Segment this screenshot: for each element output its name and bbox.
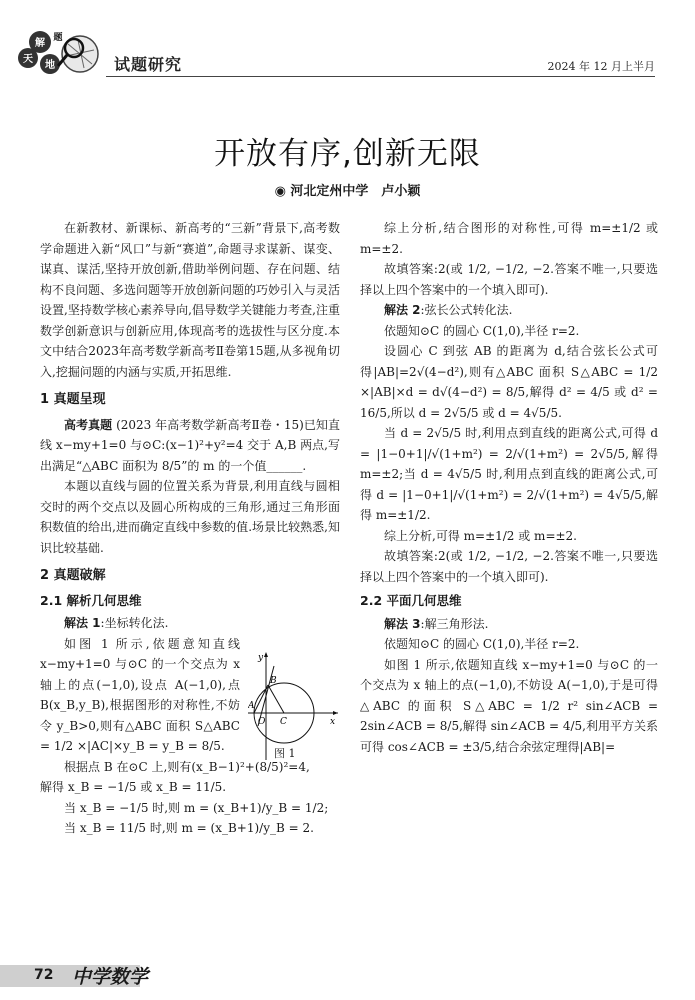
- method2-title: [360, 300, 658, 321]
- answer-1: 故填答案:2(或 1/2, −1/2, −2.答案不唯一,只要选择以上四个答案中的一个填入即可).: [360, 262, 658, 297]
- method1-line5: 当 x_B = 11/5 时,则 m = (x_B+1)/y_B = 2.: [64, 821, 314, 835]
- figure-caption: 图 1: [274, 747, 296, 760]
- method2-name: :弦长公式转化法.: [420, 303, 513, 317]
- problem-text: 已知直线 x−my+1=0 与⊙C:(x−1)²+y²=4 交于 A,B 两点,写出满足“△ABC 面积为 8/5”的 m 的一个值______.: [40, 417, 340, 473]
- svg-text:题: 题: [53, 33, 63, 43]
- method2-line3: 当 d = 2√5/5 时,利用点到直线的距离公式,可得 d = |1−0+1|/√(1+m²) = 2/√(1+m²) = 2√5/5,解得 m=±2;当 d = 4√5/5 时,利用点到直线的距离公式,可得 d = |1−0+1|/√(1+m²) = 2/√(1+m²) = 4√5/5,解得 m=±1/2.: [360, 426, 658, 522]
- fig-label-o: O: [258, 717, 266, 727]
- fig-label-c: C: [280, 717, 287, 727]
- fig-label-b: B: [270, 676, 277, 686]
- fig-label-x: x: [330, 717, 336, 727]
- method2-line1: 依题知⊙C 的圆心 C(1,0),半径 r=2.: [384, 323, 580, 338]
- magazine-name: 中学数学: [72, 966, 149, 988]
- svg-text:天: 天: [23, 54, 33, 65]
- section-title: 试题研究: [114, 55, 183, 74]
- svg-text:地: 地: [45, 60, 55, 71]
- method1-line3: 解得 x_B = −1/5 或 x_B = 11/5.: [40, 780, 227, 794]
- conclusion-1: 综上分析,结合图形的对称性,可得 m=±1/2 或 m=±2.: [360, 221, 658, 256]
- intro-paragraph: 在新教材、新课标、新高考的“三新”背景下,高考数学命题进入新“风口”与新“赛道”,命题寻求谋新、谋变、谋真、谋活,坚持开放创新,借助举例问题、存在问题、结构不良问题、多选问题等开放创新问题的巧妙引入与灵活设置,坚持数学核心素养导向,倡导数学关键能力考查,注重数学创新意识与创新应用,体现高考的选拔性与区分度.本文中结合2023年高考数学新高考Ⅱ卷第15题,从多视角切入,挖掘问题的内涵与实质,开拓思维.: [40, 221, 341, 379]
- method2-line2: 设圆心 C 到弦 AB 的距离为 d,结合弦长公式可得|AB|=2√(4−d²),则有△ABC 面积 S△ABC = 1/2 ×|AB|×d = d√(4−d²) = 8/5,解得 d² = 4/5 或 d² = 16/5,所以 d = 2√5/5 或 d = 4√5/5.: [360, 344, 658, 420]
- method3-label: 解法 3: [384, 616, 421, 631]
- svg-text:解: 解: [35, 38, 45, 49]
- heading-geometry: 2.2 平面几何思维: [360, 593, 462, 608]
- conclusion-2: 综上分析,可得 m=±1/2 或 m=±2.: [384, 528, 577, 543]
- page-number: 72: [34, 967, 54, 983]
- column-logo: [18, 24, 106, 82]
- method3-line2: 如图 1 所示,依题知直线 x−my+1=0 与⊙C 的一个交点为 x 轴上的点(−1,0),不妨设 A(−1,0),于是可得△ABC 的面积 S△ABC = 1/2 r² sin∠ACB = 2sin∠ACB = 8/5,解得 sin∠ACB = 4/5,利用平方关系可得 cos∠ACB = ±3/5,结合余弦定理得|AB|=: [360, 657, 658, 754]
- method3-line1: 依题知⊙C 的圆心 C(1,0),半径 r=2.: [384, 637, 580, 651]
- method3-title: [360, 614, 658, 635]
- author-line: ◉ 河北定州中学 卢小颖: [274, 184, 421, 199]
- analysis-paragraph: 本题以直线与圆的位置关系为背景,利用直线与圆相交时的两个交点以及圆心所构成的三角形,通过三角形面积数值的给出,进而确定直线中参数的值.场景比较熟悉,知识比较基础.: [40, 479, 340, 555]
- right-column: [360, 218, 658, 757]
- heading-analytic: 2.1 解析几何思维: [40, 592, 142, 608]
- method1-line2: 根据点 B 在⊙C 上,则有(x_B−1)²+(8/5)²=4,: [64, 759, 310, 774]
- problem-source: (2023 年高考数学新高考Ⅱ卷・15): [116, 417, 304, 432]
- method1-name: :坐标转化法.: [100, 616, 169, 630]
- method3-name: :解三角形法.: [420, 616, 489, 631]
- method1-text: 如图 1 所示,依题意知直线 x−my+1=0 与⊙C 的一个交点为 x 轴上的点(−1,0),设点 A(−1,0),点 B(x_B,y_B),根据图形的对称性,不妨令 y_B>0,则有△ABC 面积 S△ABC = 1/2 ×|AC|×y_B = y_B = 8/5.: [40, 636, 240, 753]
- page-header: [0, 0, 695, 82]
- problem-label: 高考真题: [64, 417, 113, 432]
- method1-title: [40, 613, 340, 634]
- method1-line4: 当 x_B = −1/5 时,则 m = (x_B+1)/y_B = 1/2;: [64, 800, 329, 815]
- header-rule: [106, 76, 655, 77]
- fig-label-a: A: [248, 701, 255, 711]
- article-title: 开放有序,创新无限: [214, 136, 481, 172]
- heading-problem: 1 真题呈现: [40, 392, 106, 407]
- method1-label: 解法 1: [64, 616, 101, 630]
- fig-label-y: y: [258, 653, 264, 663]
- issue-date: 2024 年 12 月上半月: [547, 60, 655, 73]
- heading-solution: 2 真题破解: [40, 568, 106, 583]
- answer-2: 故填答案:2(或 1/2, −1/2, −2.答案不唯一,只要选择以上四个答案中的一个填入即可).: [360, 549, 658, 584]
- method2-label: 解法 2: [384, 303, 421, 317]
- problem-paragraph: [40, 415, 340, 477]
